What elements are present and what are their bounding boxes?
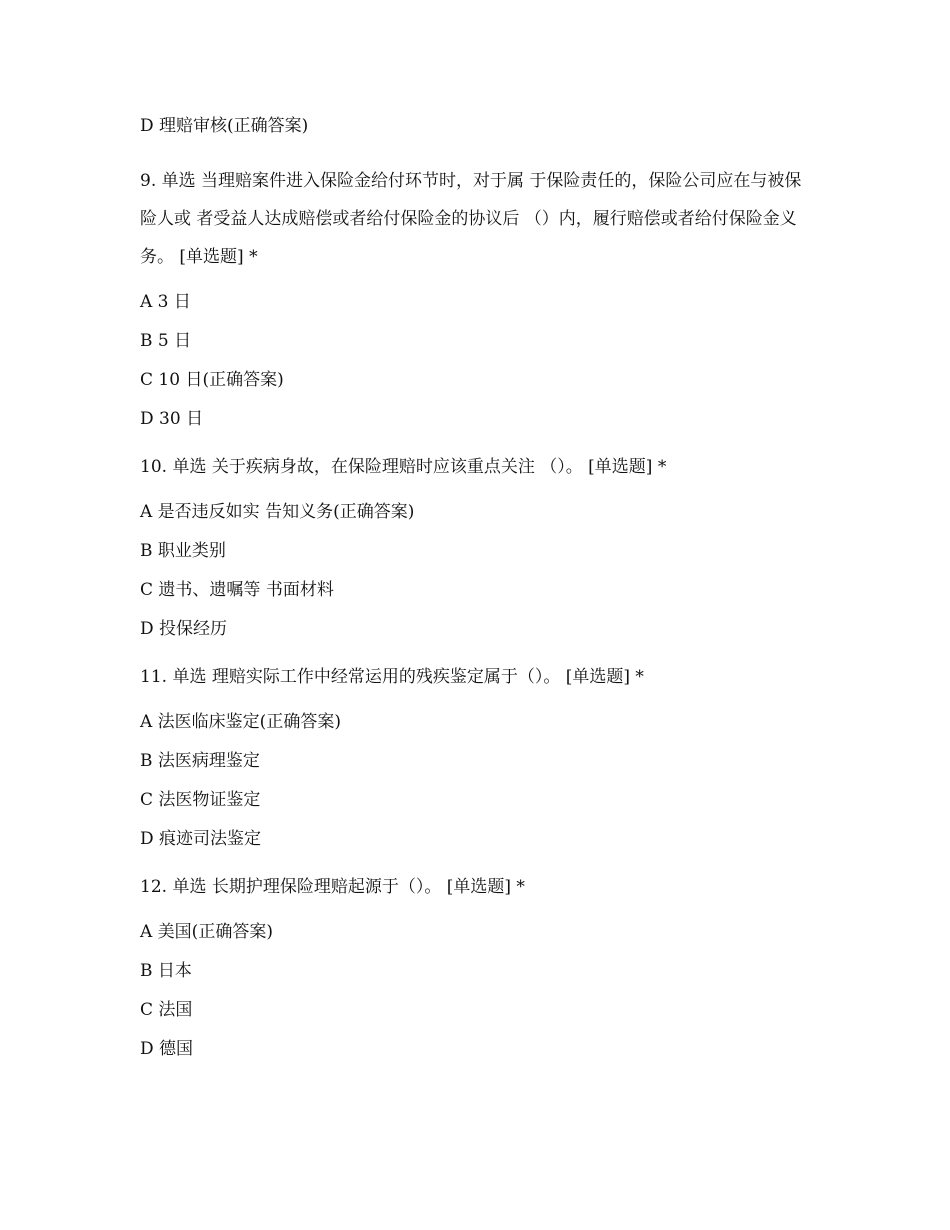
option-10-d: D 投保经历 [140,619,228,639]
option-11-b: B 法医病理鉴定 [140,751,260,771]
question-text-11: 11. 单选 理赔实际工作中经常运用的残疾鉴定属于（）。 [单选题] * [140,667,644,687]
question-text-10: 10. 单选 关于疾病身故，在保险理赔时应该重点关注 （）。 [单选题] * [140,457,667,477]
option-12-a: A 美国(正确答案) [140,922,273,942]
option-10-a: A 是否违反如实 告知义务(正确答案) [140,502,415,522]
question-text-9: 9. 单选 当理赔案件进入保险金给付环节时，对于属 于保险责任的，保险公司应在与被保险人或 者受益人达成赔偿或者给付保险金的协议后 （）内，履行赔偿或者给付保险金义务。 [单选题] * [140,171,802,267]
option-10-b: B 职业类别 [140,541,226,561]
option-12-b: B 日本 [140,961,192,981]
question-block-10 [140,448,810,641]
question-text-12: 12. 单选 长期护理保险理赔起源于（）。 [单选题] * [140,877,525,897]
option-12-c: C 法国 [140,1000,193,1020]
option-9-b: B 5 日 [140,331,192,351]
question-block-11 [140,658,810,851]
option-9-c: C 10 日(正确答案) [140,370,284,390]
option-11-d: D 痕迹司法鉴定 [140,829,262,849]
option-9-a: A 3 日 [140,292,191,312]
option-10-c: C 遗书、遗嘱等 书面材料 [140,580,334,600]
question-block-9 [140,162,810,431]
option-11-a: A 法医临床鉴定(正确答案) [140,712,341,732]
option-12-d: D 德国 [140,1039,194,1059]
lead-option: D 理赔审核(正确答案) [140,116,309,136]
option-9-d: D 30 日 [140,409,204,429]
option-11-c: C 法医物证鉴定 [140,790,261,810]
document-page [140,114,810,1061]
question-block-12 [140,868,810,1061]
